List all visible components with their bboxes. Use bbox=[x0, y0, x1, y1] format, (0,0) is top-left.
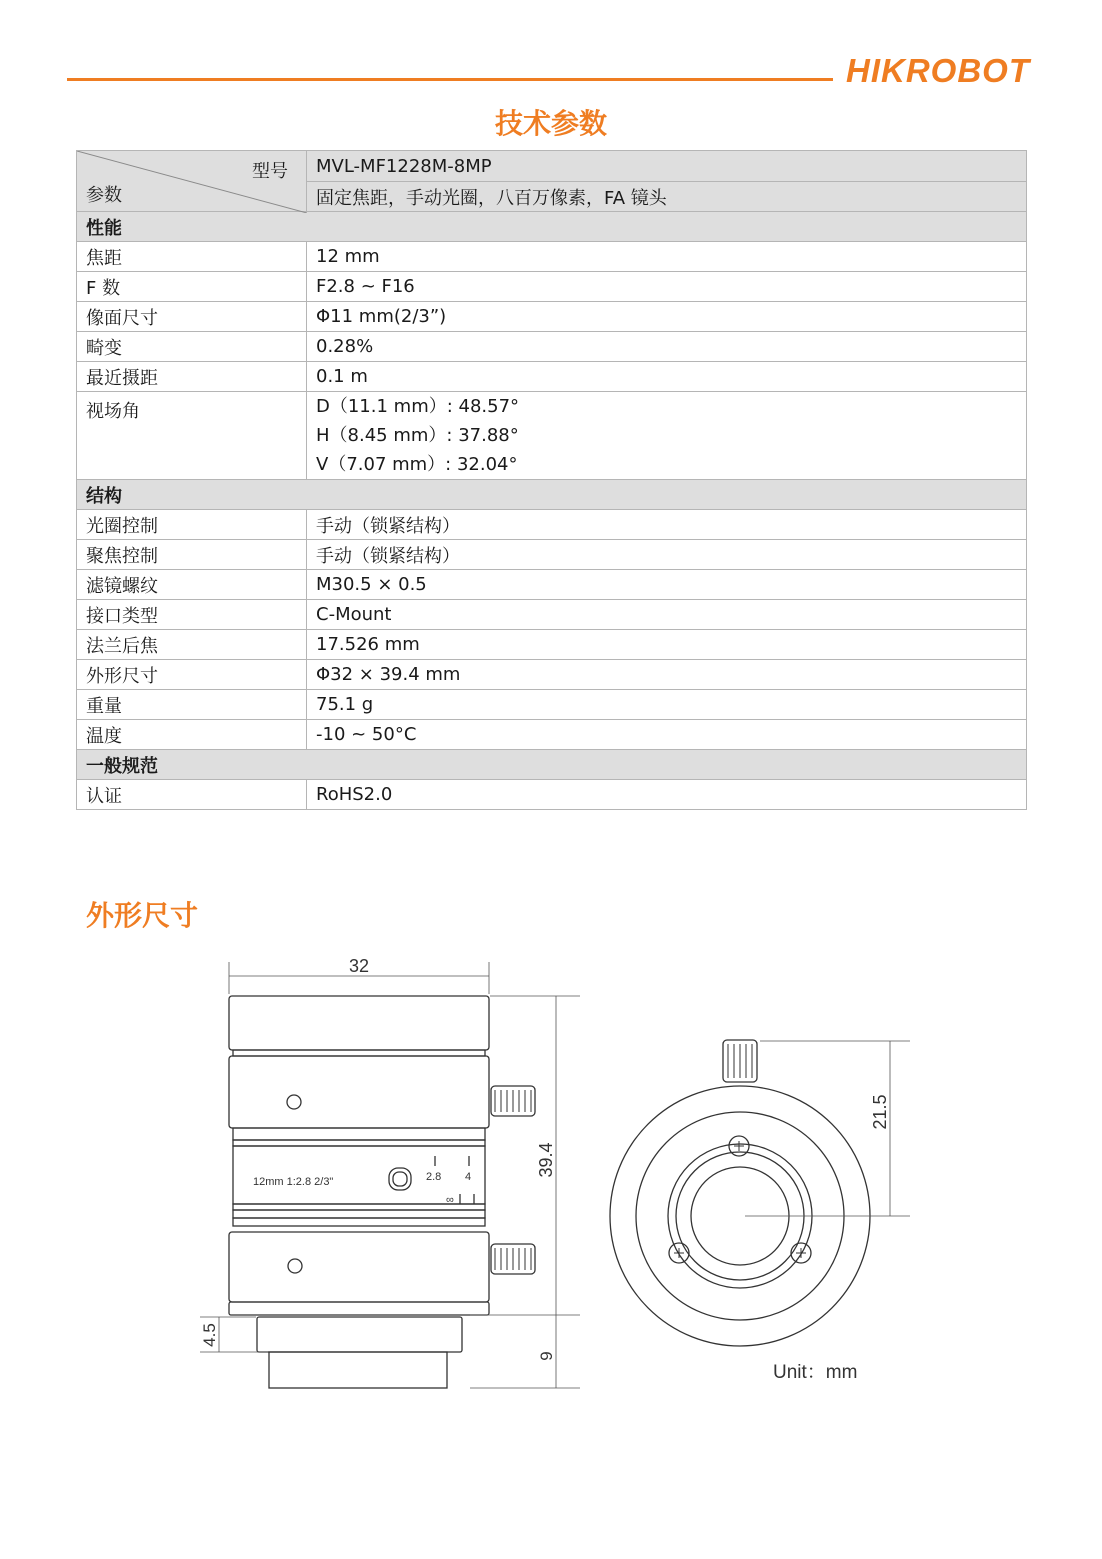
table-row bbox=[77, 690, 1027, 720]
row-value: Φ11 mm(2/3”) bbox=[307, 302, 1027, 332]
row-value: RoHS2.0 bbox=[307, 780, 1027, 810]
table-row bbox=[77, 540, 1027, 570]
section-title: 一般规范 bbox=[77, 750, 1027, 780]
diagonal-header-cell bbox=[77, 151, 307, 212]
row-value: 17.526 mm bbox=[307, 630, 1027, 660]
row-label: 接口类型 bbox=[77, 600, 307, 630]
infinity-mark: ∞ bbox=[446, 1194, 454, 1206]
dimensions-title: 外形尺寸 bbox=[86, 899, 199, 932]
param-header-label: 参数 bbox=[86, 185, 122, 206]
row-label: 视场角 bbox=[77, 392, 307, 480]
lens-marking: 12mm 1:2.8 2/3" bbox=[253, 1176, 334, 1188]
knob-height-label: 21.5 bbox=[870, 1094, 890, 1130]
row-label: F 数 bbox=[77, 272, 307, 302]
model-header-label: 型号 bbox=[252, 161, 288, 182]
model-value: MVL-MF1228M-8MP bbox=[307, 151, 1027, 182]
row-label: 像面尺寸 bbox=[77, 302, 307, 332]
width-dimension-label: 32 bbox=[348, 956, 370, 976]
table-row bbox=[77, 570, 1027, 600]
table-row bbox=[77, 392, 1027, 480]
row-label: 重量 bbox=[77, 690, 307, 720]
row-value: C-Mount bbox=[307, 600, 1027, 630]
back-length-label: 9 bbox=[537, 1351, 556, 1361]
row-value: 手动（锁紧结构） bbox=[307, 510, 1027, 540]
table-row bbox=[77, 600, 1027, 630]
length-dimension-label: 39.4 bbox=[536, 1142, 556, 1178]
aperture-mark-2-8: 2.8 bbox=[426, 1171, 442, 1183]
rear-barrel bbox=[269, 1352, 447, 1388]
row-value: M30.5 × 0.5 bbox=[307, 570, 1027, 600]
row-value: -10 ~ 50°C bbox=[307, 720, 1027, 750]
row-label: 焦距 bbox=[77, 242, 307, 272]
front-ring bbox=[229, 996, 489, 1050]
row-label: 畸变 bbox=[77, 332, 307, 362]
row-label: 外形尺寸 bbox=[77, 660, 307, 690]
section-row bbox=[77, 750, 1027, 780]
table-row bbox=[77, 332, 1027, 362]
unit-label: Unit：mm bbox=[773, 1362, 858, 1383]
table-row bbox=[77, 780, 1027, 810]
dimension-drawing bbox=[190, 950, 930, 1400]
row-value: 75.1 g bbox=[307, 690, 1027, 720]
section-row bbox=[77, 480, 1027, 510]
row-label: 法兰后焦 bbox=[77, 630, 307, 660]
aperture-mark-4: 4 bbox=[465, 1171, 472, 1183]
row-label: 认证 bbox=[77, 780, 307, 810]
spec-table bbox=[76, 150, 1027, 810]
row-label: 最近摄距 bbox=[77, 362, 307, 392]
page-title: 技术参数 bbox=[494, 107, 607, 140]
model-description: 固定焦距，手动光圈，八百万像素，FA 镜头 bbox=[307, 182, 1027, 212]
table-row bbox=[77, 302, 1027, 332]
row-label: 聚焦控制 bbox=[77, 540, 307, 570]
table-row bbox=[77, 362, 1027, 392]
table-row bbox=[77, 630, 1027, 660]
c-mount bbox=[257, 1317, 462, 1352]
focus-ring bbox=[229, 1056, 489, 1128]
row-value-line: V（7.07 mm）: 32.04° bbox=[316, 454, 518, 475]
row-label: 光圈控制 bbox=[77, 510, 307, 540]
row-label: 滤镜螺纹 bbox=[77, 570, 307, 600]
section-title: 性能 bbox=[77, 212, 1027, 242]
section-title: 结构 bbox=[77, 480, 1027, 510]
table-row bbox=[77, 510, 1027, 540]
table-row bbox=[77, 242, 1027, 272]
table-row bbox=[77, 272, 1027, 302]
row-value: 0.1 m bbox=[307, 362, 1027, 392]
row-value: F2.8 ~ F16 bbox=[307, 272, 1027, 302]
row-label: 温度 bbox=[77, 720, 307, 750]
iris-ring bbox=[229, 1232, 489, 1302]
table-row bbox=[77, 720, 1027, 750]
mount-height-label: 4.5 bbox=[200, 1323, 219, 1347]
row-value-line: D（11.1 mm）: 48.57° bbox=[316, 396, 520, 417]
row-value: 12 mm bbox=[307, 242, 1027, 272]
brand-logo: HIKROBOT bbox=[846, 52, 1030, 89]
row-value bbox=[307, 392, 1027, 480]
row-value: 0.28% bbox=[307, 332, 1027, 362]
table-row bbox=[77, 660, 1027, 690]
section-row bbox=[77, 212, 1027, 242]
row-value-line: H（8.45 mm）: 37.88° bbox=[316, 425, 519, 446]
header-rule bbox=[67, 78, 833, 81]
row-value: 手动（锁紧结构） bbox=[307, 540, 1027, 570]
row-value: Φ32 × 39.4 mm bbox=[307, 660, 1027, 690]
